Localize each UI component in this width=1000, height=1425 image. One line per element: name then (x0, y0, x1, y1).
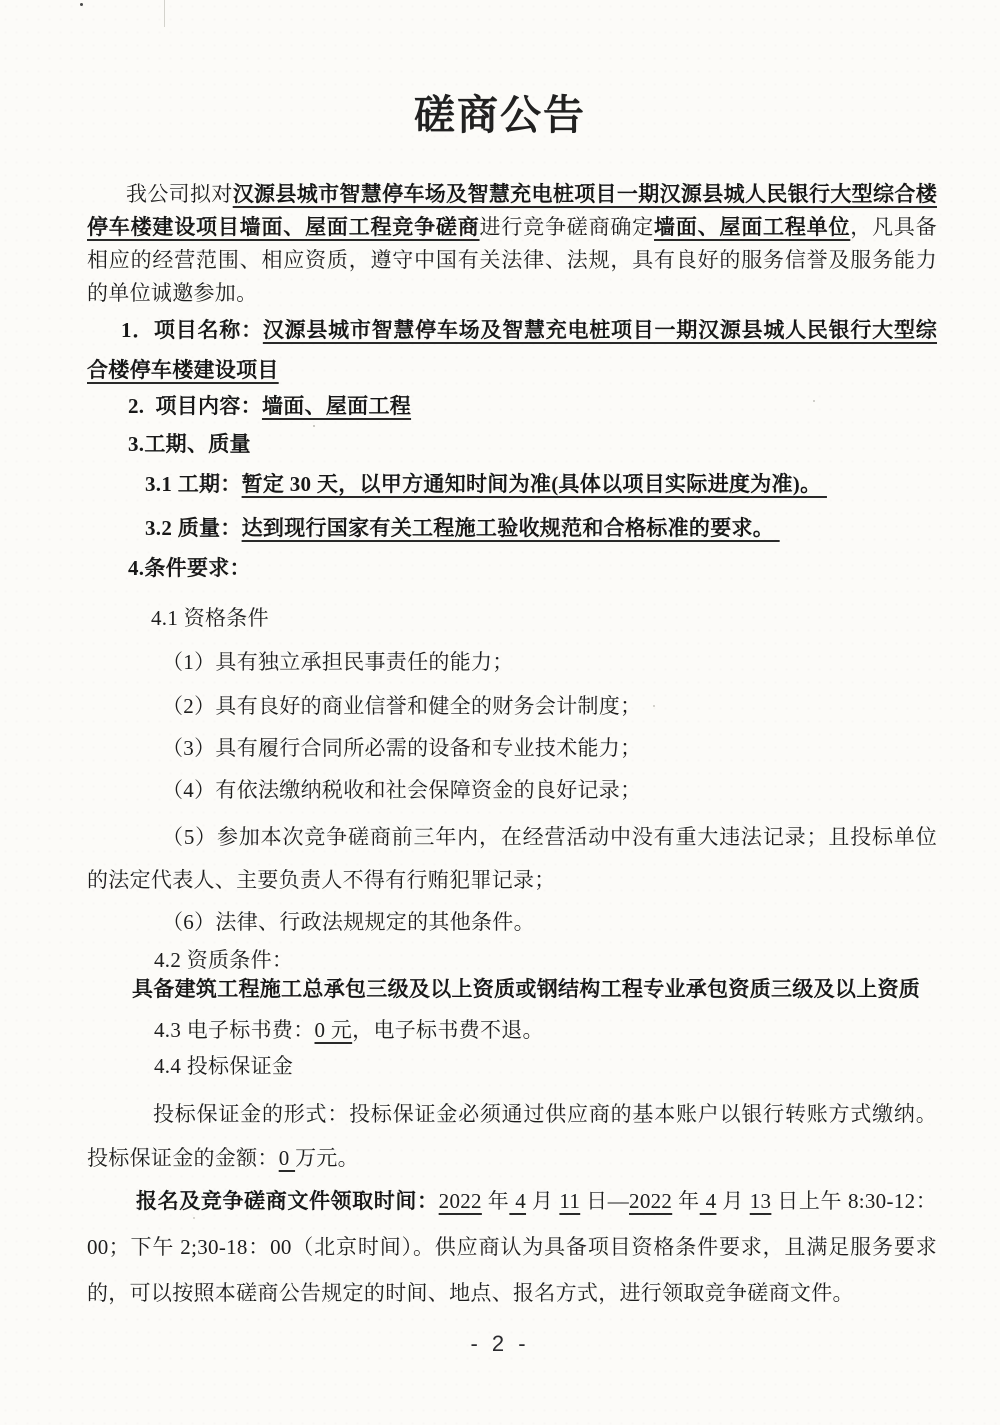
item-2-project-content (87, 388, 937, 424)
text-run: 我公司拟对 (126, 182, 233, 206)
text-run: 0 (278, 1146, 296, 1170)
text-run: 进行竞争磋商确定 (479, 215, 655, 239)
text-run: 4 (509, 1189, 527, 1213)
scan-artifact-dot (80, 3, 83, 6)
text-run: 汉源县城市智慧停车场及智慧充电桩项目一期汉源县城人民银行大型综合楼停车楼建设项目墙面、屋面工程竞争磋商 (87, 182, 937, 239)
document-content (87, 178, 937, 1316)
item-3-duration-quality (87, 426, 937, 462)
page-title: 磋商公告 (414, 92, 586, 138)
text-run: （5）参加本次竞争磋商前三年内，在经营活动中没有重大违法记录；且投标单位的法定代表人、主要负责人不得有行贿犯罪记录； (87, 825, 937, 892)
text-run: 2022 (438, 1189, 482, 1213)
text-run: 年 (672, 1189, 700, 1213)
intro-paragraph (87, 178, 937, 310)
text-run: 暂定 30 天，以甲方通知时间为准(具体以项目实际进度为准)。 (241, 472, 827, 496)
text-run: 4.2 资质条件： (154, 948, 294, 972)
text-run: 达到现行国家有关工程施工验收规范和合格标准的要求。 (241, 516, 780, 540)
text-run: 2. 项目内容： (128, 394, 262, 418)
item-4-3-bid-document-fee (87, 1012, 937, 1048)
condition-6 (87, 904, 937, 940)
text-run: 4.1 资格条件 (151, 606, 269, 630)
text-run: 具备建筑工程施工总承包三级及以上资质或钢结构工程专业承包资质三级及以上资质 (132, 977, 921, 1001)
text-run: （2）具有良好的商业信誉和健全的财务会计制度； (162, 694, 642, 718)
text-run: 4 (699, 1189, 717, 1213)
text-run: （3）具有履行合同所必需的设备和专业技术能力； (162, 736, 642, 760)
text-run: 4.3 电子标书费： (154, 1018, 315, 1042)
item-1-project-name (87, 310, 937, 390)
item-4-1-qualification (87, 600, 937, 636)
text-run: 日— (580, 1189, 630, 1213)
condition-3 (87, 730, 937, 766)
text-run: ，电子标书费不退。 (352, 1018, 544, 1042)
text-run: 月 (526, 1189, 560, 1213)
text-run: 0 元 (314, 1018, 353, 1042)
text-run: 墙面、屋面工程 (261, 394, 412, 418)
text-run: 万元。 (295, 1146, 359, 1170)
text-run: 月 (716, 1189, 750, 1213)
scan-artifact-speck (313, 425, 315, 427)
condition-4 (87, 772, 937, 808)
text-run: 报名及竞争磋商文件领取时间： (136, 1189, 439, 1213)
text-run: （1）具有独立承担民事责任的能力； (162, 650, 514, 674)
item-3-2-quality (87, 510, 937, 546)
credential-requirement-line (87, 972, 937, 1006)
condition-1 (87, 644, 937, 680)
item-3-1-duration (87, 466, 937, 502)
page-number: - 2 - (470, 1331, 530, 1356)
text-run: 13 (749, 1189, 772, 1213)
item-4-4-bid-deposit (87, 1048, 937, 1084)
condition-2 (87, 688, 937, 724)
text-run: 1．项目名称： (121, 318, 263, 342)
deposit-paragraph (87, 1092, 937, 1180)
text-run: 投标保证金的形式：投标保证金必须通过供应商的基本账户以银行转账方式缴纳。投标保证金的金额： (87, 1102, 937, 1170)
text-run: 4.条件要求： (128, 556, 251, 580)
signup-paragraph (87, 1178, 937, 1316)
text-run: ，凡具备相应的经营范围、相应资质，遵守中国有关法律、法规，具有良好的服务信誉及服务能力的单位诚邀参加。 (87, 215, 938, 305)
text-run: 3.1 工期： (145, 472, 242, 496)
text-run: 汉源县城市智慧停车场及智慧充电桩项目一期汉源县城人民银行大型综合楼停车楼建设项目 (87, 318, 938, 382)
text-run: （4）有依法缴纳税收和社会保障资金的良好记录； (162, 778, 642, 802)
text-run: 墙面、屋面工程单位 (654, 215, 851, 239)
text-run: 3.工期、质量 (128, 432, 251, 456)
condition-5 (87, 816, 937, 902)
scan-artifact-line (164, 0, 165, 27)
text-run: 3.2 质量： (145, 516, 242, 540)
text-run: 日上午 8:30-12：00；下午 2;30-18：00（北京时间）。供应商认为具备项目资格条件要求，且满足服务要求的，可以按照本磋商公告规定的时间、地点、报名方式，进行领取竞争磋商文件。 (87, 1189, 937, 1305)
text-run: 年 (481, 1189, 510, 1213)
text-run: （6）法律、行政法规规定的其他条件。 (162, 910, 535, 934)
text-run: 2022 (629, 1189, 673, 1213)
text-run: 4.4 投标保证金 (154, 1054, 294, 1078)
text-run: 11 (559, 1189, 581, 1213)
item-4-requirements (87, 550, 937, 586)
